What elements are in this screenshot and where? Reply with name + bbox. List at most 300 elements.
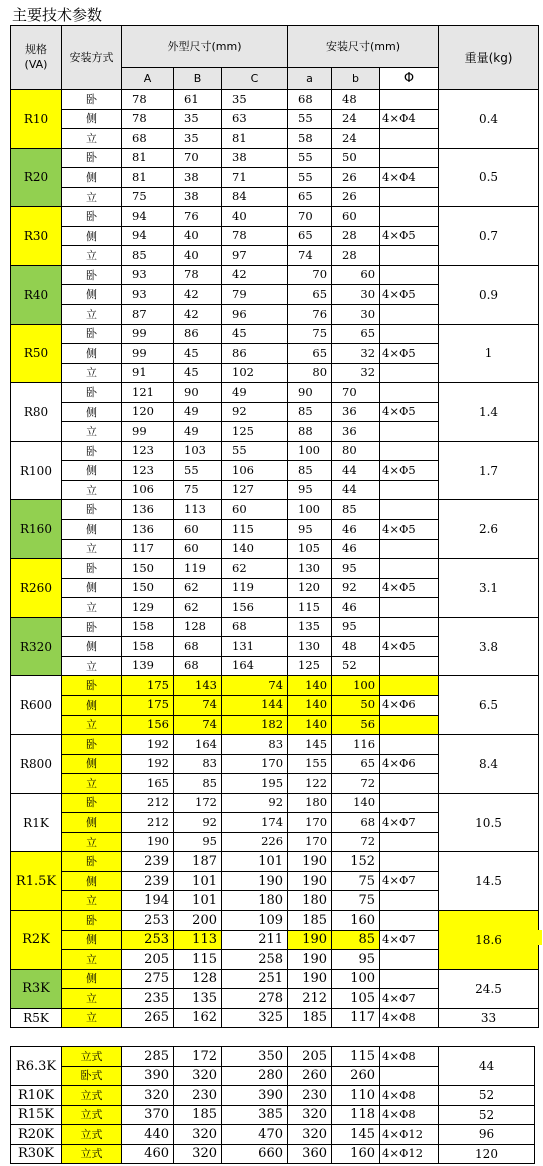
value-cell: 190 bbox=[288, 969, 332, 989]
header-install: 安装尺寸(mm) bbox=[288, 26, 439, 68]
value-cell: 105 bbox=[288, 539, 332, 559]
value-cell: 320 bbox=[174, 1066, 222, 1086]
value-cell: 95 bbox=[332, 617, 380, 637]
value-cell: 119 bbox=[174, 559, 222, 579]
value-cell: 68 bbox=[288, 90, 332, 110]
value-cell: 65 bbox=[288, 285, 332, 305]
value-cell: 60 bbox=[174, 520, 222, 540]
model-cell: R5K bbox=[11, 1008, 62, 1028]
value-cell: 113 bbox=[174, 500, 222, 520]
table-row bbox=[11, 969, 539, 989]
value-cell: 52 bbox=[332, 656, 380, 676]
value-cell: 165 bbox=[122, 774, 174, 794]
value-cell: 75 bbox=[332, 871, 380, 891]
hole-cell: 4×Φ12 bbox=[380, 1125, 439, 1145]
table-row bbox=[11, 1086, 535, 1106]
hole-cell bbox=[380, 598, 439, 618]
value-cell: 285 bbox=[122, 1047, 174, 1067]
value-cell: 95 bbox=[288, 480, 332, 500]
hole-cell bbox=[380, 832, 439, 852]
value-cell: 75 bbox=[332, 891, 380, 911]
table-row bbox=[11, 265, 539, 285]
value-cell: 65 bbox=[288, 344, 332, 364]
value-cell: 101 bbox=[174, 871, 222, 891]
value-cell: 212 bbox=[122, 813, 174, 833]
value-cell: 99 bbox=[122, 422, 174, 442]
mount-cell: 卧 bbox=[62, 90, 122, 110]
table-row bbox=[11, 1144, 535, 1164]
value-cell: 226 bbox=[222, 832, 288, 852]
hole-cell: 4×Φ5 bbox=[380, 285, 439, 305]
hole-cell bbox=[380, 207, 439, 227]
value-cell: 85 bbox=[288, 402, 332, 422]
mount-cell: 卧 bbox=[62, 441, 122, 461]
mount-cell: 立 bbox=[62, 891, 122, 911]
mount-cell: 立 bbox=[62, 422, 122, 442]
value-cell: 258 bbox=[222, 950, 288, 970]
mount-cell: 立 bbox=[62, 989, 122, 1009]
value-cell: 190 bbox=[288, 930, 332, 950]
value-cell: 62 bbox=[222, 559, 288, 579]
header-outer: 外型尺寸(mm) bbox=[122, 26, 288, 68]
mount-cell: 卧式 bbox=[62, 1066, 122, 1086]
highlight-marker bbox=[538, 930, 542, 945]
weight-cell: 96 bbox=[439, 1125, 535, 1145]
page-title: 主要技术参数 bbox=[12, 6, 103, 24]
model-cell: R15K bbox=[11, 1105, 62, 1125]
value-cell: 205 bbox=[122, 950, 174, 970]
value-cell: 79 bbox=[222, 285, 288, 305]
value-cell: 260 bbox=[288, 1066, 332, 1086]
value-cell: 109 bbox=[222, 910, 288, 930]
value-cell: 74 bbox=[174, 695, 222, 715]
value-cell: 75 bbox=[174, 480, 222, 500]
table-row bbox=[11, 852, 539, 872]
value-cell: 187 bbox=[174, 852, 222, 872]
mount-cell: 卧 bbox=[62, 207, 122, 227]
weight-cell: 3.1 bbox=[439, 559, 539, 618]
value-cell: 275 bbox=[122, 969, 174, 989]
mount-cell: 侧 bbox=[62, 578, 122, 598]
value-cell: 119 bbox=[222, 578, 288, 598]
spec-table-large bbox=[10, 1046, 535, 1164]
value-cell: 182 bbox=[222, 715, 288, 735]
value-cell: 160 bbox=[332, 910, 380, 930]
mount-cell: 立 bbox=[62, 950, 122, 970]
mount-cell: 立 bbox=[62, 774, 122, 794]
value-cell: 230 bbox=[174, 1086, 222, 1106]
value-cell: 72 bbox=[332, 832, 380, 852]
mount-cell: 侧 bbox=[62, 520, 122, 540]
model-cell: R3K bbox=[11, 969, 62, 1008]
value-cell: 101 bbox=[174, 891, 222, 911]
value-cell: 90 bbox=[288, 383, 332, 403]
value-cell: 155 bbox=[288, 754, 332, 774]
value-cell: 235 bbox=[122, 989, 174, 1009]
mount-cell: 侧 bbox=[62, 285, 122, 305]
value-cell: 194 bbox=[122, 891, 174, 911]
value-cell: 385 bbox=[222, 1105, 288, 1125]
mount-cell: 立 bbox=[62, 832, 122, 852]
hole-cell bbox=[380, 715, 439, 735]
value-cell: 24 bbox=[332, 109, 380, 129]
model-cell: R320 bbox=[11, 617, 62, 676]
value-cell: 24 bbox=[332, 129, 380, 149]
value-cell: 86 bbox=[174, 324, 222, 344]
value-cell: 83 bbox=[222, 735, 288, 755]
value-cell: 100 bbox=[288, 441, 332, 461]
hole-cell: 4×Φ8 bbox=[380, 1008, 439, 1028]
value-cell: 116 bbox=[332, 735, 380, 755]
value-cell: 55 bbox=[288, 168, 332, 188]
value-cell: 150 bbox=[122, 559, 174, 579]
value-cell: 129 bbox=[122, 598, 174, 618]
header-C: C bbox=[222, 68, 288, 90]
value-cell: 230 bbox=[288, 1086, 332, 1106]
table-row bbox=[11, 383, 539, 403]
mount-cell: 侧 bbox=[62, 969, 122, 989]
value-cell: 102 bbox=[222, 363, 288, 383]
value-cell: 88 bbox=[288, 422, 332, 442]
value-cell: 160 bbox=[332, 1144, 380, 1164]
hole-cell: 4×Φ8 bbox=[380, 1086, 439, 1106]
hole-cell: 4×Φ5 bbox=[380, 402, 439, 422]
hole-cell bbox=[380, 305, 439, 325]
value-cell: 156 bbox=[222, 598, 288, 618]
value-cell: 86 bbox=[222, 344, 288, 364]
table-row bbox=[11, 559, 539, 579]
value-cell: 158 bbox=[122, 637, 174, 657]
hole-cell bbox=[380, 187, 439, 207]
value-cell: 260 bbox=[332, 1066, 380, 1086]
mount-cell: 卧 bbox=[62, 383, 122, 403]
value-cell: 152 bbox=[332, 852, 380, 872]
value-cell: 95 bbox=[332, 559, 380, 579]
value-cell: 175 bbox=[122, 695, 174, 715]
value-cell: 70 bbox=[332, 383, 380, 403]
mount-cell: 立 bbox=[62, 305, 122, 325]
value-cell: 76 bbox=[174, 207, 222, 227]
model-cell: R260 bbox=[11, 559, 62, 618]
hole-cell: 4×Φ5 bbox=[380, 461, 439, 481]
value-cell: 60 bbox=[174, 539, 222, 559]
value-cell: 100 bbox=[288, 500, 332, 520]
value-cell: 115 bbox=[222, 520, 288, 540]
value-cell: 123 bbox=[122, 461, 174, 481]
value-cell: 190 bbox=[222, 871, 288, 891]
value-cell: 140 bbox=[288, 695, 332, 715]
value-cell: 123 bbox=[122, 441, 174, 461]
table-row bbox=[11, 1047, 535, 1067]
value-cell: 55 bbox=[288, 148, 332, 168]
value-cell: 71 bbox=[222, 168, 288, 188]
value-cell: 63 bbox=[222, 109, 288, 129]
value-cell: 172 bbox=[174, 793, 222, 813]
hole-cell bbox=[380, 656, 439, 676]
hole-cell: 4×Φ5 bbox=[380, 578, 439, 598]
value-cell: 390 bbox=[122, 1066, 174, 1086]
table-row bbox=[11, 793, 539, 813]
value-cell: 120 bbox=[288, 578, 332, 598]
weight-cell: 120 bbox=[439, 1144, 535, 1164]
value-cell: 192 bbox=[122, 735, 174, 755]
value-cell: 96 bbox=[222, 305, 288, 325]
value-cell: 85 bbox=[288, 461, 332, 481]
hole-cell: 4×Φ8 bbox=[380, 1105, 439, 1125]
weight-cell: 14.5 bbox=[439, 852, 539, 911]
value-cell: 90 bbox=[174, 383, 222, 403]
hole-cell bbox=[380, 852, 439, 872]
model-cell: R1.5K bbox=[11, 852, 62, 911]
mount-cell: 立 bbox=[62, 656, 122, 676]
value-cell: 74 bbox=[174, 715, 222, 735]
value-cell: 99 bbox=[122, 324, 174, 344]
hole-cell: 4×Φ5 bbox=[380, 344, 439, 364]
value-cell: 239 bbox=[122, 852, 174, 872]
weight-cell: 33 bbox=[439, 1008, 539, 1028]
model-cell: R100 bbox=[11, 441, 62, 500]
value-cell: 190 bbox=[288, 950, 332, 970]
model-cell: R2K bbox=[11, 910, 62, 969]
hole-cell bbox=[380, 891, 439, 911]
value-cell: 239 bbox=[122, 871, 174, 891]
mount-cell: 卧 bbox=[62, 500, 122, 520]
value-cell: 180 bbox=[288, 891, 332, 911]
value-cell: 78 bbox=[174, 265, 222, 285]
mount-cell: 侧 bbox=[62, 168, 122, 188]
value-cell: 185 bbox=[288, 1008, 332, 1028]
hole-cell: 4×Φ8 bbox=[380, 1047, 439, 1067]
table-row bbox=[11, 910, 539, 930]
weight-cell: 10.5 bbox=[439, 793, 539, 852]
value-cell: 140 bbox=[288, 676, 332, 696]
value-cell: 81 bbox=[122, 148, 174, 168]
value-cell: 180 bbox=[222, 891, 288, 911]
value-cell: 106 bbox=[222, 461, 288, 481]
value-cell: 91 bbox=[122, 363, 174, 383]
value-cell: 93 bbox=[122, 265, 174, 285]
hole-cell bbox=[380, 774, 439, 794]
hole-cell bbox=[380, 246, 439, 266]
value-cell: 118 bbox=[332, 1105, 380, 1125]
value-cell: 130 bbox=[288, 637, 332, 657]
mount-cell: 卧 bbox=[62, 324, 122, 344]
table-row bbox=[11, 441, 539, 461]
value-cell: 85 bbox=[332, 930, 380, 950]
value-cell: 40 bbox=[174, 226, 222, 246]
model-cell: R20 bbox=[11, 148, 62, 207]
value-cell: 350 bbox=[222, 1047, 288, 1067]
table-row bbox=[11, 324, 539, 344]
model-cell: R30K bbox=[11, 1144, 62, 1164]
hole-cell bbox=[380, 969, 439, 989]
value-cell: 200 bbox=[174, 910, 222, 930]
mount-cell: 侧 bbox=[62, 695, 122, 715]
value-cell: 80 bbox=[332, 441, 380, 461]
value-cell: 105 bbox=[332, 989, 380, 1009]
value-cell: 44 bbox=[332, 461, 380, 481]
hole-cell bbox=[380, 129, 439, 149]
value-cell: 70 bbox=[288, 207, 332, 227]
weight-cell: 1.4 bbox=[439, 383, 539, 442]
header-weight: 重量(kg) bbox=[439, 26, 539, 90]
mount-cell: 侧 bbox=[62, 813, 122, 833]
model-cell: R30 bbox=[11, 207, 62, 266]
value-cell: 164 bbox=[174, 735, 222, 755]
model-cell: R40 bbox=[11, 265, 62, 324]
value-cell: 106 bbox=[122, 480, 174, 500]
value-cell: 192 bbox=[122, 754, 174, 774]
table-row bbox=[11, 676, 539, 696]
hole-cell bbox=[380, 735, 439, 755]
mount-cell: 卧 bbox=[62, 735, 122, 755]
mount-cell: 侧 bbox=[62, 930, 122, 950]
value-cell: 92 bbox=[222, 402, 288, 422]
header-a: a bbox=[288, 68, 332, 90]
mount-cell: 卧 bbox=[62, 910, 122, 930]
hole-cell: 4×Φ6 bbox=[380, 695, 439, 715]
value-cell: 253 bbox=[122, 930, 174, 950]
table-row bbox=[11, 90, 539, 110]
hole-cell: 4×Φ12 bbox=[380, 1144, 439, 1164]
weight-cell: 0.5 bbox=[439, 148, 539, 207]
value-cell: 140 bbox=[288, 715, 332, 735]
value-cell: 36 bbox=[332, 402, 380, 422]
mount-cell: 立式 bbox=[62, 1086, 122, 1106]
value-cell: 95 bbox=[174, 832, 222, 852]
mount-cell: 侧 bbox=[62, 344, 122, 364]
mount-cell: 立 bbox=[62, 363, 122, 383]
mount-cell: 立 bbox=[62, 1008, 122, 1028]
hole-cell: 4×Φ6 bbox=[380, 754, 439, 774]
value-cell: 78 bbox=[122, 90, 174, 110]
hole-cell bbox=[380, 148, 439, 168]
value-cell: 280 bbox=[222, 1066, 288, 1086]
value-cell: 185 bbox=[174, 1105, 222, 1125]
value-cell: 68 bbox=[222, 617, 288, 637]
value-cell: 170 bbox=[288, 832, 332, 852]
value-cell: 139 bbox=[122, 656, 174, 676]
weight-cell: 0.9 bbox=[439, 265, 539, 324]
weight-cell: 1.7 bbox=[439, 441, 539, 500]
value-cell: 48 bbox=[332, 637, 380, 657]
mount-cell: 侧 bbox=[62, 226, 122, 246]
value-cell: 87 bbox=[122, 305, 174, 325]
value-cell: 62 bbox=[174, 598, 222, 618]
value-cell: 46 bbox=[332, 539, 380, 559]
value-cell: 38 bbox=[174, 187, 222, 207]
value-cell: 65 bbox=[288, 187, 332, 207]
weight-cell: 52 bbox=[439, 1086, 535, 1106]
value-cell: 320 bbox=[288, 1105, 332, 1125]
table-row bbox=[11, 617, 539, 637]
value-cell: 46 bbox=[332, 598, 380, 618]
value-cell: 38 bbox=[222, 148, 288, 168]
weight-cell: 18.6 bbox=[439, 910, 539, 969]
hole-cell bbox=[380, 90, 439, 110]
value-cell: 325 bbox=[222, 1008, 288, 1028]
value-cell: 85 bbox=[122, 246, 174, 266]
value-cell: 460 bbox=[122, 1144, 174, 1164]
value-cell: 60 bbox=[332, 207, 380, 227]
value-cell: 92 bbox=[332, 578, 380, 598]
value-cell: 130 bbox=[288, 559, 332, 579]
value-cell: 190 bbox=[288, 871, 332, 891]
value-cell: 211 bbox=[222, 930, 288, 950]
value-cell: 190 bbox=[288, 852, 332, 872]
table-row bbox=[11, 500, 539, 520]
spec-table bbox=[10, 25, 539, 1028]
value-cell: 115 bbox=[174, 950, 222, 970]
weight-cell: 44 bbox=[439, 1047, 535, 1086]
hole-cell: 4×Φ7 bbox=[380, 813, 439, 833]
value-cell: 58 bbox=[288, 129, 332, 149]
value-cell: 70 bbox=[174, 148, 222, 168]
table-row bbox=[11, 207, 539, 227]
value-cell: 68 bbox=[122, 129, 174, 149]
header-B: B bbox=[174, 68, 222, 90]
value-cell: 78 bbox=[222, 226, 288, 246]
value-cell: 370 bbox=[122, 1105, 174, 1125]
value-cell: 44 bbox=[332, 480, 380, 500]
weight-cell: 24.5 bbox=[439, 969, 539, 1008]
value-cell: 70 bbox=[288, 265, 332, 285]
mount-cell: 侧 bbox=[62, 871, 122, 891]
hole-cell bbox=[380, 265, 439, 285]
mount-cell: 立 bbox=[62, 480, 122, 500]
value-cell: 50 bbox=[332, 695, 380, 715]
mount-cell: 立 bbox=[62, 246, 122, 266]
mount-cell: 立式 bbox=[62, 1125, 122, 1145]
value-cell: 45 bbox=[222, 324, 288, 344]
value-cell: 42 bbox=[174, 285, 222, 305]
value-cell: 30 bbox=[332, 305, 380, 325]
value-cell: 62 bbox=[174, 578, 222, 598]
value-cell: 121 bbox=[122, 383, 174, 403]
value-cell: 110 bbox=[332, 1086, 380, 1106]
header-A: A bbox=[122, 68, 174, 90]
value-cell: 28 bbox=[332, 226, 380, 246]
model-cell: R50 bbox=[11, 324, 62, 383]
hole-cell bbox=[380, 480, 439, 500]
mount-cell: 立式 bbox=[62, 1105, 122, 1125]
hole-cell bbox=[380, 383, 439, 403]
table-row bbox=[11, 1008, 539, 1028]
value-cell: 83 bbox=[174, 754, 222, 774]
value-cell: 68 bbox=[174, 637, 222, 657]
hole-cell bbox=[380, 539, 439, 559]
value-cell: 97 bbox=[222, 246, 288, 266]
hole-cell bbox=[380, 441, 439, 461]
hole-cell bbox=[380, 793, 439, 813]
value-cell: 278 bbox=[222, 989, 288, 1009]
value-cell: 35 bbox=[222, 90, 288, 110]
value-cell: 65 bbox=[288, 226, 332, 246]
table-row bbox=[11, 1125, 535, 1145]
value-cell: 127 bbox=[222, 480, 288, 500]
model-cell: R1K bbox=[11, 793, 62, 852]
mount-cell: 卧 bbox=[62, 148, 122, 168]
value-cell: 117 bbox=[122, 539, 174, 559]
model-cell: R600 bbox=[11, 676, 62, 735]
value-cell: 32 bbox=[332, 344, 380, 364]
value-cell: 320 bbox=[122, 1086, 174, 1106]
value-cell: 40 bbox=[174, 246, 222, 266]
model-cell: R10 bbox=[11, 90, 62, 149]
value-cell: 136 bbox=[122, 520, 174, 540]
mount-cell: 立 bbox=[62, 187, 122, 207]
value-cell: 94 bbox=[122, 226, 174, 246]
